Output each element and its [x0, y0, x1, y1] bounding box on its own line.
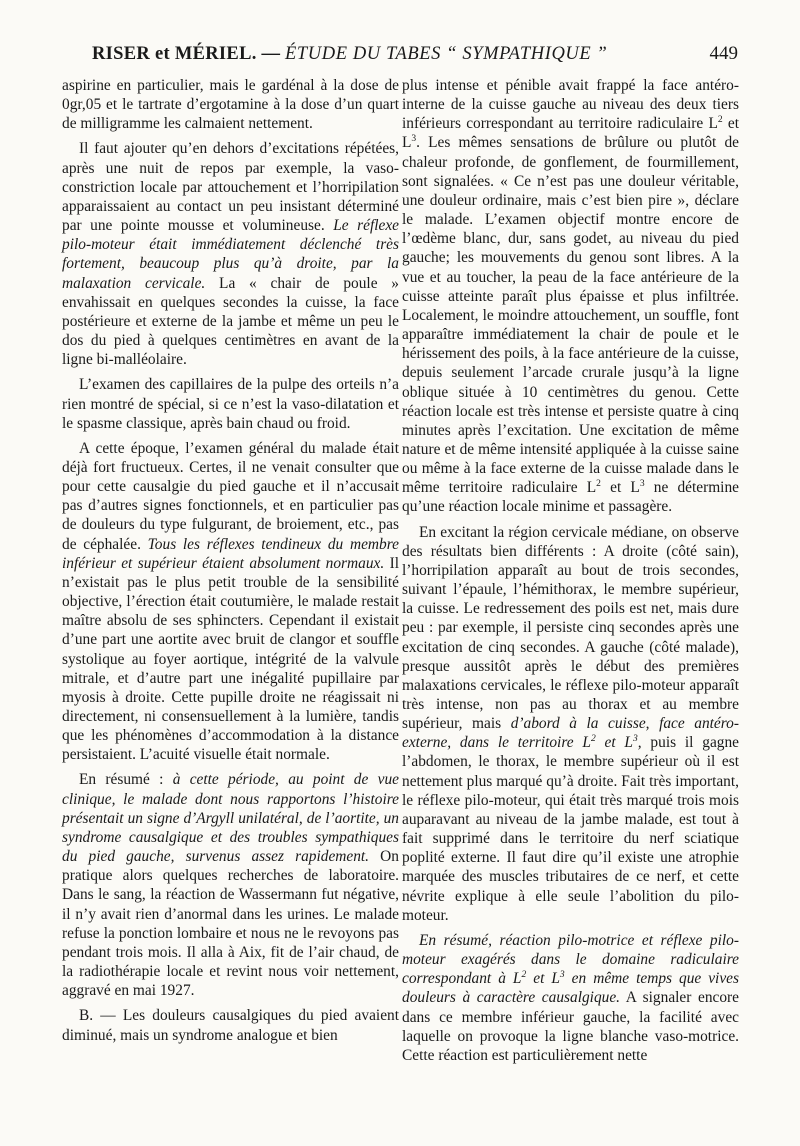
text-run: ne détermine qu’une réaction locale minime et passagère. — [402, 479, 739, 516]
paragraph: aspirine en particulier, mais le gardénal à la dose de 0gr,05 et le tartrate d’ergotamine à la dose d’un quart de milligramme les calmaient nettement. — [62, 77, 399, 133]
paragraph — [402, 76, 739, 517]
text-run: Il n’existait pas le plus petit trouble de la sensibilité objective, l’érection était coutumière, le malade restait maître absolu de ses sphincters. Cependant il existait d’une part une aortite avec bruit de clangor et souffle systolique au foyer aortique, intégrité de la valvule mitrale, et d’autre part une inégalité pupillaire par myosis à droite. Cette pupille droite ne réagissait ni directement, ni consensuellement à la lumière, tandis que les phénomènes d’accommodation à la distance persistaient. L’acuité visuelle était normale. — [62, 554, 400, 764]
text-run: et L — [402, 115, 739, 152]
text-run: et L — [600, 479, 640, 497]
superscript: 3 — [559, 969, 565, 981]
paragraph — [62, 770, 399, 1000]
text-run: et L — [595, 734, 633, 752]
text-run: . Les mêmes sensations de brûlure ou plutôt de chaleur profonde, de gonflement, de fourmillement, sont signalées. « Ce n’est pas une douleur véritable, une douleur ordinaire, mais c’est bien pire », déclare le malade. L’examen objectif montre encore de l’œdème blanc, dur, sans godet, au niveau du pied gauche; les mouvements du genou sont libres. A la vue et au toucher, la peau de la face antérieure de la cuisse atteinte paraît plus épaisse et plus infiltrée. Localement, le moindre attouchement, un souffle, font apparaître immédiatement la chair de poule et le hérissement des poils, à la face antérieure de la cuisse, depuis seulement l’arcade crurale jusqu’à la ligne oblique située à 10 centimètres du genou. Cette réaction locale est très intense et persiste quatre à cinq minutes après l’excitation. Une excitation de même nature et de même intensité appliquée à la cuisse saine ou même à la face externe de la cuisse malade dans le même territoire radiculaire L — [402, 134, 739, 497]
text-run: A cette époque, l’examen général du malade était déjà fort fructueux. Certes, il ne venait consulter que pour cette causalgie du pied gauche et il n’accusait pas d’autres signes fonctionnels, et en particulier pas de douleurs du type fulgurant, de broiement, etc., pas de céphalée. — [62, 439, 399, 553]
page-number: 449 — [709, 43, 738, 64]
italic-run: à cette période, au point de vue clinique, le malade dont nous rapportons l’histoire présentait un signe d’Argyll unilatéral, de l’aortite, un syndrome causalgique et des troubles sympathiques du pied gauche, survenus assez rapidement. — [62, 771, 399, 866]
paragraph — [402, 523, 739, 925]
text-run: En excitant la région cervicale médiane, on observe des résultats bien différents : A droite (côté sain), l’horripilation apparaît au bout de trois secondes, suivant l’épaule, l’hémithorax, le membre supérieur, la cuisse. Le redressement des poils est net, mais dure peu : par exemple, il persiste cinq secondes après une excitation de cinq secondes. A gauche (côté malade), presque aussitôt après le début des premières malaxations cervicales, le réflexe pilo-moteur apparaît très intense, non pas au thorax et au membre supérieur, mais — [402, 523, 739, 733]
text-run: en même temps que vives douleurs à caractère causalgique. — [402, 970, 739, 1007]
paragraph: B. — Les douleurs causalgiques du pied avaient diminué, mais un syndrome analogue et bien — [62, 1007, 399, 1044]
superscript: 3 — [411, 133, 417, 145]
text-run: En résumé : — [79, 771, 173, 789]
italic-run: Le réflexe pilo-moteur était immédiatement déclenché très fortement, beaucoup plus qu’à droite, par la malaxation cervicale. — [62, 217, 399, 292]
superscript: 2 — [717, 114, 723, 126]
italic-run: Tous les réflexes tendineux du membre inférieur et supérieur étaient absolument normaux. — [62, 535, 399, 572]
paragraph — [62, 139, 399, 369]
text-run: En résumé, réaction pilo-motrice et réflexe pilo-moteur exagérés dans le domaine radiculaire correspondant à L — [402, 931, 739, 988]
header-authors: RISER et MÉRIEL. — — [92, 44, 281, 64]
right-column — [402, 76, 739, 1071]
text-run: puis il gagne l’abdomen, le thorax, le membre supérieur où il est nettement plus marqué qu’à droite. Fait très important, le réflexe pilo-moteur, qui était très marqué trois mois auparavant au niveau de la jambe malade, est tout à fait supprimé dans le territoire du nerf sciatique poplité externe. Il faut dire qu’il existe une atrophie marquée des muscles tributaires de ce nerf, et cette névrite explique à elle seule l’abolition du pilo-moteur. — [402, 734, 739, 924]
paragraph — [402, 931, 739, 1065]
paragraph — [62, 439, 399, 765]
text-run: et L — [526, 970, 560, 988]
superscript: 2 — [521, 969, 527, 981]
text-run: On pratique alors quelques recherches de laboratoire. Dans le sang, la réaction de Wassermann fut négative, il n’y avait rien d’anormal dans les urines. Le malade refuse la ponction lombaire et nous ne le revoyons pas pendant trois mois. Il alla à Aix, fit de l’air chaud, de la radiothérapie locale et revint nous voir nettement, aggravé en mai 1927. — [62, 848, 399, 1000]
text-run: La « chair de poule » envahissait en quelques secondes la cuisse, la face postérieure et externe de la jambe et même un peu le dos du pied à quelques centimètres en avant de la ligne bi-malléolaire. — [62, 274, 399, 369]
text-run: d’abord à la cuisse, face antéro-externe, dans le territoire L — [402, 715, 739, 752]
paragraph: L’examen des capillaires de la pulpe des orteils n’a rien montré de spécial, si ce n’est la vaso-dilatation et le spasme classique, après bain chaud ou froid. — [62, 376, 399, 432]
superscript: 3 — [639, 478, 645, 490]
superscript: 2 — [596, 478, 601, 490]
text-run: A signaler encore dans ce membre inférieur gauche, la facilité avec laquelle on provoque la ligne blanche vaso-motrice. Cette réaction est particulièrement nette — [402, 989, 740, 1064]
superscript: 3 — [633, 733, 638, 745]
text-run: Il faut ajouter qu’en dehors d’excitations répétées, après une nuit de repos par exemple, la vaso-constriction locale par attouchement et l’horripilation apparaissaient au contact un peu insistant déterminé par une pointe mousse et volumineuse. — [62, 140, 399, 235]
text-run: , — [637, 734, 642, 752]
left-column — [62, 76, 399, 1051]
superscript: 2 — [590, 733, 596, 745]
text-run: plus intense et pénible avait frappé la face antéro-interne de la cuisse gauche au niveau des deux tiers inférieurs correspondant au territoire radiculaire L — [402, 77, 739, 133]
running-header — [62, 40, 738, 68]
header-article-title: ÉTUDE DU TABES “ SYMPATHIQUE ” — [284, 44, 608, 64]
header-title — [92, 40, 607, 68]
